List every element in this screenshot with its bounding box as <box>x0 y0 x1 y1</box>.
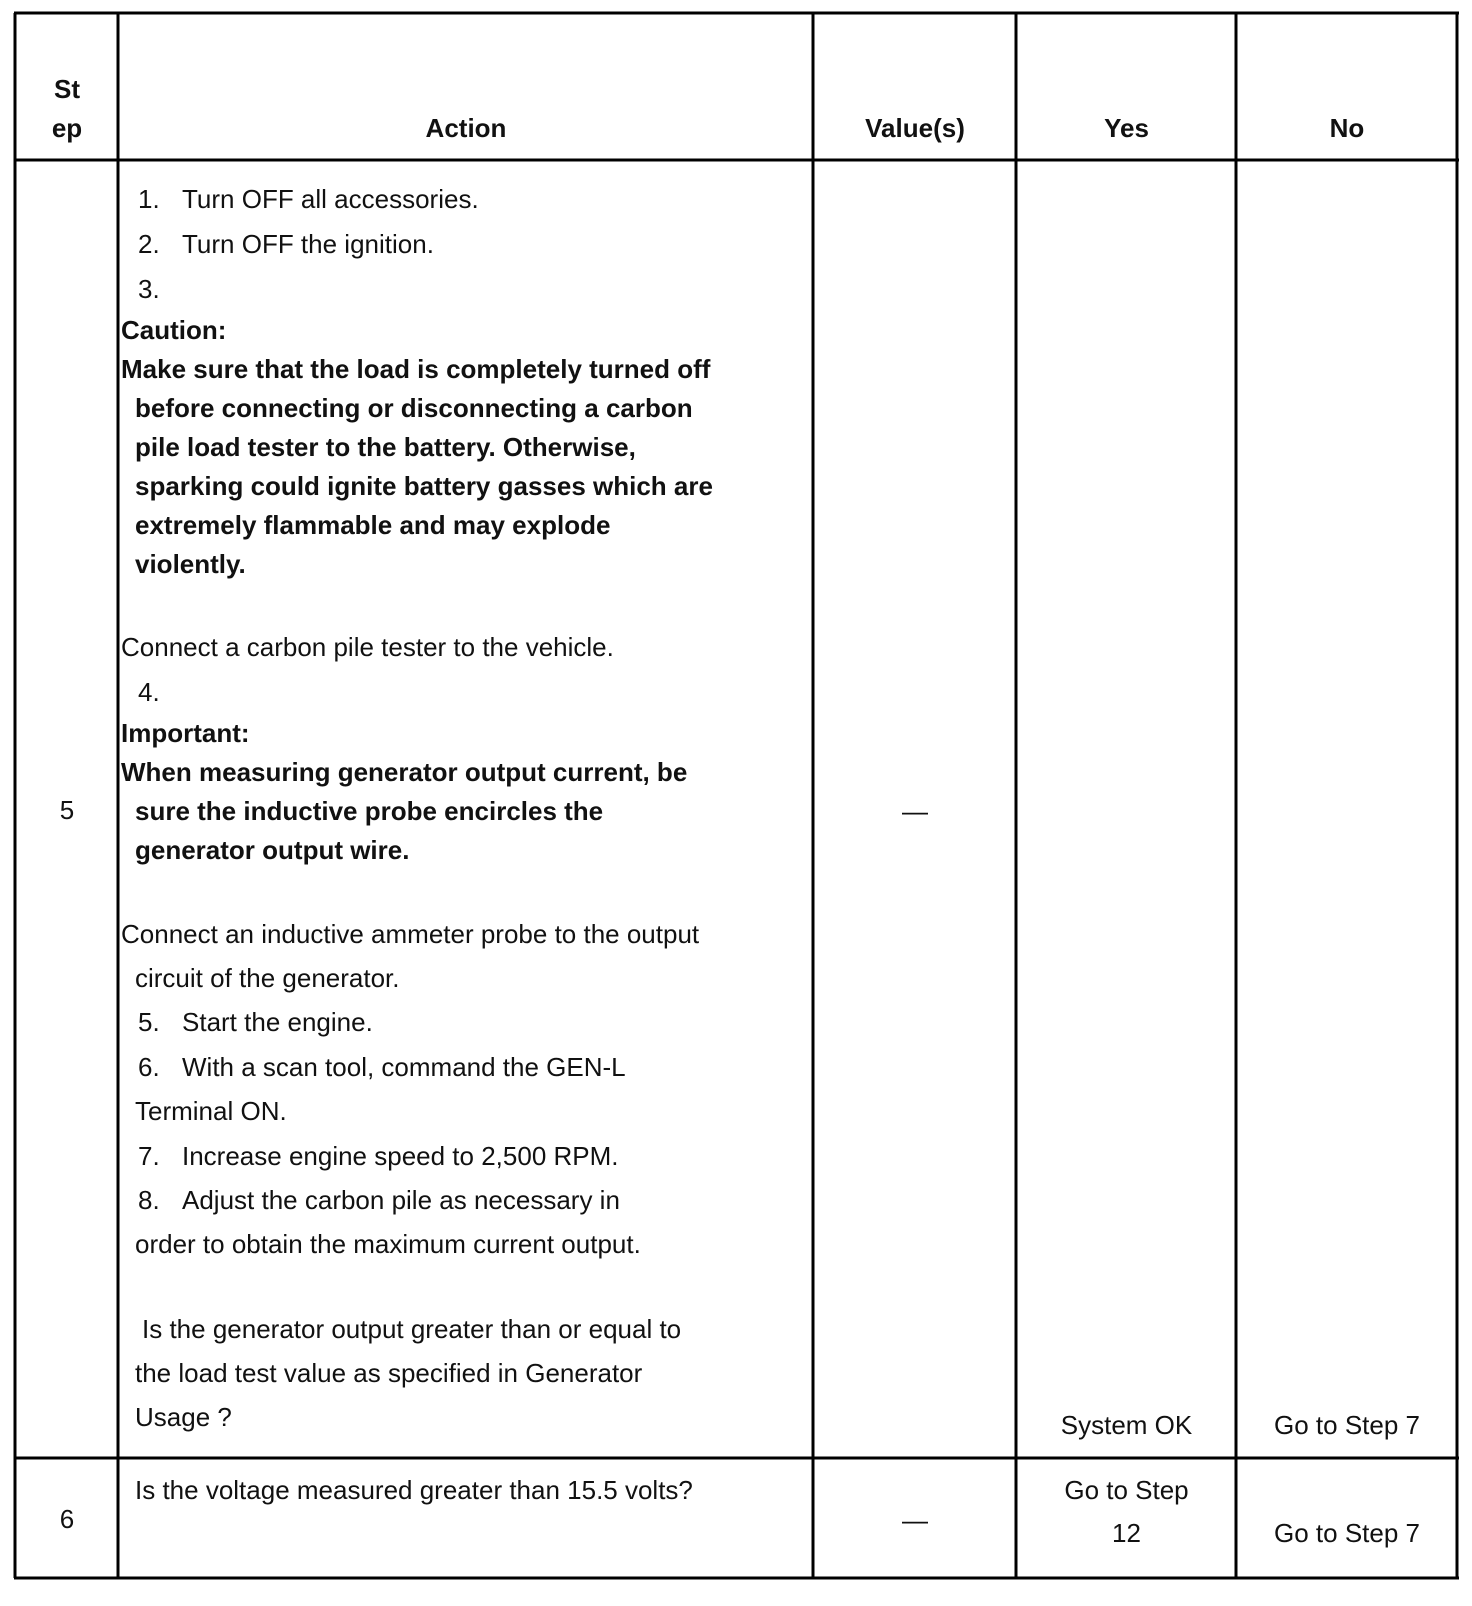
question-text: Usage ? <box>135 1402 232 1432</box>
item-text: Turn OFF the ignition. <box>182 229 434 259</box>
item-text-continued: Terminal ON. <box>135 1096 287 1126</box>
header-values: Value(s) <box>865 113 965 143</box>
important-label: Important: <box>121 718 250 748</box>
row6-value: — <box>902 1505 928 1535</box>
header-no: No <box>1329 113 1365 143</box>
caution-text: sparking could ignite battery gasses which are <box>135 471 713 501</box>
row6-yes-line1: Go to Step <box>1064 1475 1189 1505</box>
item-number: 3. <box>138 274 160 304</box>
caution-label: Caution: <box>121 315 227 345</box>
item-text: Adjust the carbon pile as necessary in <box>182 1185 620 1215</box>
item-number: 6. <box>138 1052 160 1082</box>
header-action: Action <box>425 113 507 143</box>
row5-value: — <box>902 796 928 826</box>
caution-text: extremely flammable and may explode <box>135 510 611 540</box>
row5-no: Go to Step 7 <box>1274 1410 1420 1440</box>
header-step-line2: ep <box>51 113 83 143</box>
header-step-line1: St <box>54 74 80 104</box>
item-text: With a scan tool, command the GEN-L <box>182 1052 626 1082</box>
list-item <box>138 1007 373 1037</box>
item-text: Increase engine speed to 2,500 RPM. <box>182 1141 619 1171</box>
list-item <box>138 1141 619 1171</box>
item-text: Turn OFF all accessories. <box>182 184 479 214</box>
header-yes: Yes <box>1104 113 1149 143</box>
list-item <box>138 1052 626 1082</box>
row6-no: Go to Step 7 <box>1274 1518 1420 1548</box>
caution-text: before connecting or disconnecting a carbon <box>135 393 693 423</box>
row6-step: 6 <box>59 1504 75 1534</box>
list-item <box>138 184 479 214</box>
row5-yes: System OK <box>1060 1410 1193 1440</box>
caution-text: pile load tester to the battery. Otherwise, <box>135 432 636 462</box>
item-text-continued: order to obtain the maximum current output. <box>135 1229 641 1259</box>
item-number: 2. <box>138 229 160 259</box>
item-number: 1. <box>138 184 160 214</box>
important-text: generator output wire. <box>135 835 410 865</box>
item-number: 4. <box>138 677 160 707</box>
row6-question: Is the voltage measured greater than 15.5 volts? <box>135 1475 693 1505</box>
row5-step: 5 <box>59 795 75 825</box>
connect-probe-text: Connect an inductive ammeter probe to the output <box>121 919 700 949</box>
row6-yes-line2: 12 <box>1112 1518 1141 1548</box>
caution-text: Make sure that the load is completely turned off <box>121 354 711 384</box>
caution-text: violently. <box>135 549 246 579</box>
question-text: the load test value as specified in Generator <box>135 1358 643 1388</box>
list-item <box>138 274 182 304</box>
item-text: Start the engine. <box>182 1007 373 1037</box>
question-text: Is the generator output greater than or equal to <box>142 1314 682 1344</box>
connect-carbon-text: Connect a carbon pile tester to the vehicle. <box>121 632 614 662</box>
important-text: When measuring generator output current, be <box>121 757 688 787</box>
connect-probe-text: circuit of the generator. <box>135 963 400 993</box>
item-number: 7. <box>138 1141 160 1171</box>
list-item <box>138 1185 620 1215</box>
item-number: 8. <box>138 1185 160 1215</box>
item-number: 5. <box>138 1007 160 1037</box>
important-text: sure the inductive probe encircles the <box>135 796 604 826</box>
list-item <box>138 229 434 259</box>
